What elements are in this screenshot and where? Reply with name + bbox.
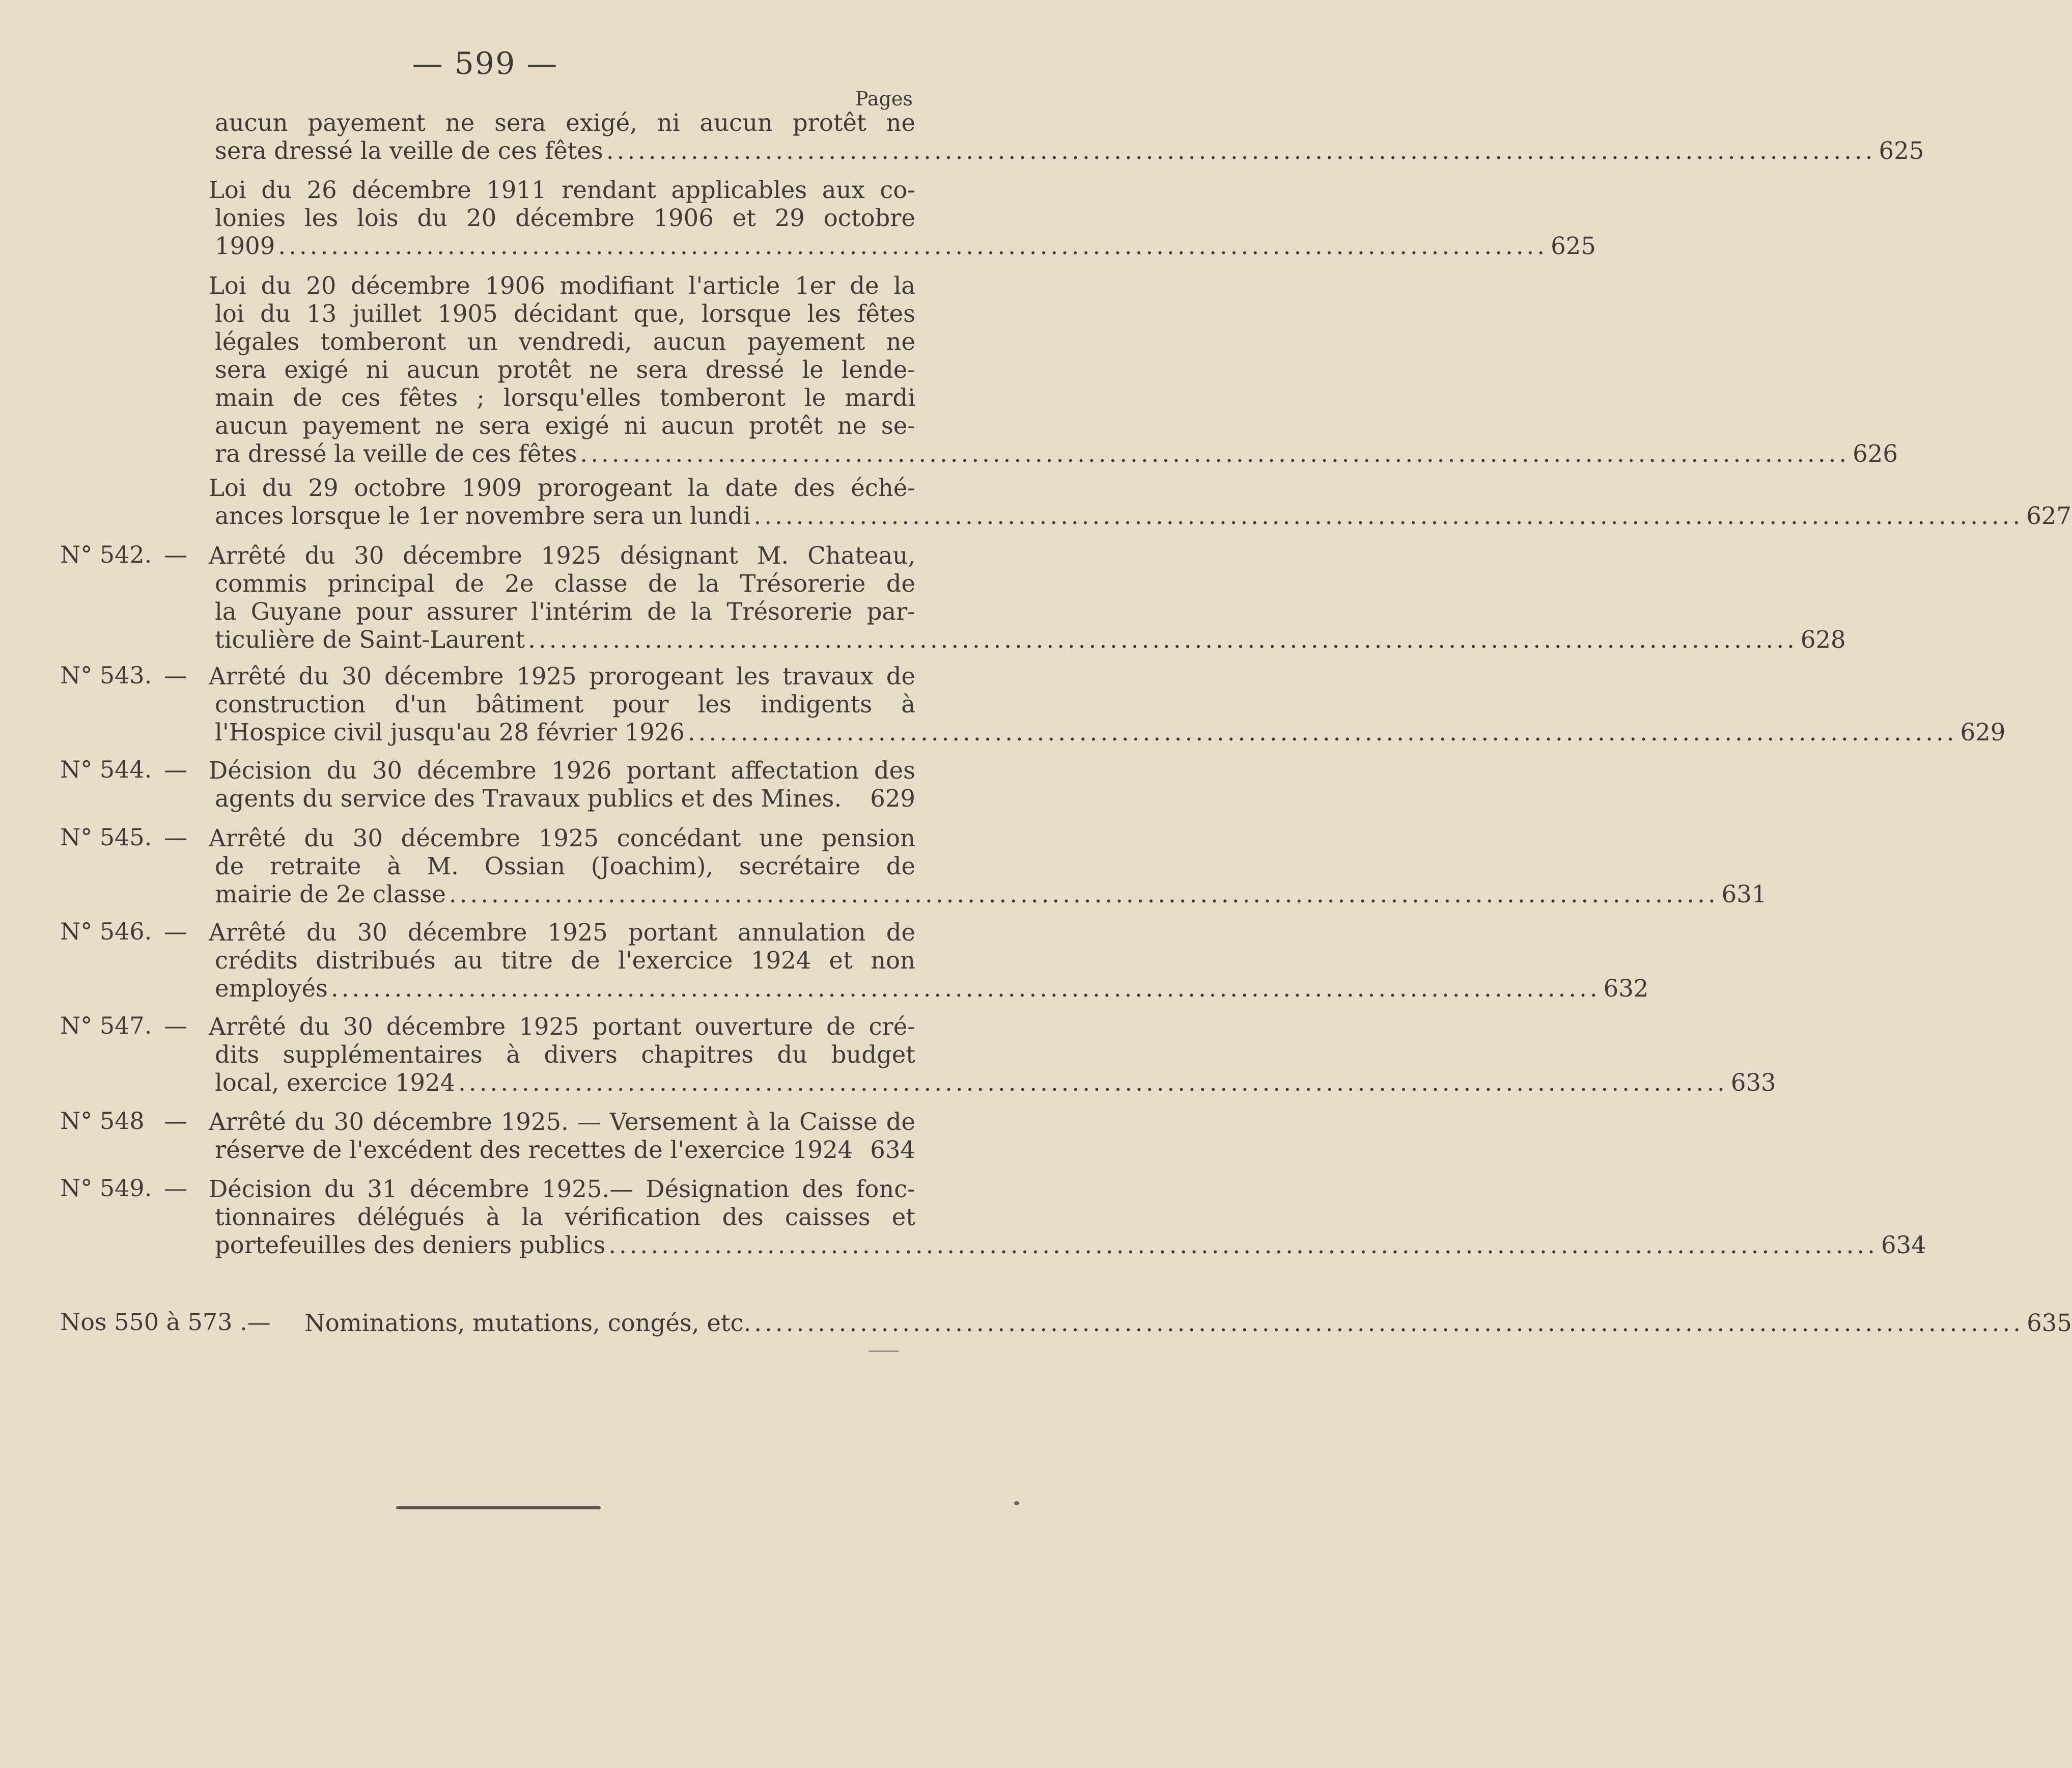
entry-text: Arrêté du 30 décembre 1925 désignant M. Chateau,	[209, 542, 915, 569]
entry-text: ticulière de Saint-Laurent	[215, 626, 525, 653]
toc-line	[215, 719, 2006, 746]
dot-leader: ........................................................................................................................	[458, 1069, 1728, 1096]
entry-text: Arrêté du 30 décembre 1925 portant ouverture de cré-	[209, 1013, 915, 1040]
entry-text: Loi du 26 décembre 1911 rendant applicables aux co-	[209, 176, 915, 204]
dot-leader: ........................................................................................................................	[754, 1309, 2024, 1337]
dot-leader: ........................................................................................................................	[528, 626, 1798, 653]
toc-line	[215, 502, 2071, 530]
entry-number: Nos 550 à 573 .—	[60, 1308, 271, 1336]
entry-text: Arrêté du 30 décembre 1925 prorogeant les travaux de	[209, 662, 915, 690]
entry-dash: —	[164, 756, 187, 783]
dot-leader: ........................................................................................................................	[608, 1231, 1878, 1259]
dot-leader: ........................................................................................................................	[278, 232, 1548, 260]
toc-line	[215, 232, 1596, 260]
entry-text: aucun payement ne sera exigé, ni aucun protêt ne	[215, 109, 915, 136]
entry-text: Décision du 30 décembre 1926 portant affectation des	[209, 757, 915, 784]
dot-leader	[842, 787, 870, 811]
speck	[869, 1350, 899, 1352]
toc-line	[215, 1069, 1776, 1096]
entry-text: Nominations, mutations, congés, etc.	[304, 1309, 751, 1337]
toc-line	[215, 880, 1767, 908]
toc-line	[215, 1231, 1926, 1259]
entry-number: N° 542.	[60, 541, 152, 568]
entry-dash: —	[164, 1174, 187, 1202]
entry-text: Décision du 31 décembre 1925.— Désignation des fonc-	[209, 1175, 915, 1203]
toc-line	[215, 1138, 915, 1162]
page-ref: 632	[1603, 975, 1649, 1002]
page-ref: 633	[1730, 1069, 1776, 1096]
page-ref: 629	[870, 785, 915, 812]
entry-text: légales tomberont un vendredi, aucun payement ne	[215, 328, 915, 355]
entry-text: dits supplémentaires à divers chapitres du budget	[215, 1041, 915, 1068]
entry-text: loi du 13 juillet 1905 décidant que, lorsque les fêtes	[215, 300, 915, 327]
speck	[1014, 1501, 1019, 1505]
page-number: — 599 —	[412, 46, 558, 81]
dot-leader: ........................................................................................................................	[687, 719, 1957, 746]
page-ref: 629	[1960, 719, 2006, 746]
entry-text: agents du service des Travaux publics et des Mines.	[215, 785, 842, 812]
entry-text: la Guyane pour assurer l'intérim de la Trésorerie par-	[215, 598, 915, 625]
entry-number: N° 544.	[60, 756, 152, 783]
entry-number: N° 548	[60, 1107, 145, 1135]
entry-text: Loi du 29 octobre 1909 prorogeant la date des éché-	[209, 474, 915, 502]
entry-text: mairie de 2e classe	[215, 880, 446, 908]
dot-leader: ........................................................................................................................	[449, 880, 1719, 908]
entry-text: construction d'un bâtiment pour les indigents à	[215, 690, 915, 718]
entry-dash: —	[164, 541, 187, 568]
entry-text: Arrêté du 30 décembre 1925 portant annulation de	[209, 919, 915, 946]
entry-text: réserve de l'excédent des recettes de l'exercice 1924	[215, 1136, 853, 1164]
page-ref: 634	[1881, 1231, 1926, 1259]
toc-line	[215, 137, 1924, 164]
entry-text: Arrêté du 30 décembre 1925. — Versement à la Caisse de	[209, 1108, 915, 1136]
entry-text: sera dressé la veille de ces fêtes	[215, 137, 603, 164]
page-ref: 625	[1879, 137, 1924, 164]
entry-dash: —	[164, 823, 187, 851]
entry-text: Loi du 20 décembre 1906 modifiant l'article 1er de la	[209, 272, 915, 299]
entry-text: Arrêté du 30 décembre 1925 concédant une pension	[209, 824, 915, 852]
entry-text: 1909	[215, 232, 275, 260]
entry-number: N° 543.	[60, 661, 152, 689]
page-ref: 626	[1853, 440, 1898, 467]
entry-text: ances lorsque le 1er novembre sera un lundi	[215, 502, 751, 530]
entry-text: local, exercice 1924	[215, 1069, 456, 1096]
entry-number: N° 545.	[60, 823, 152, 851]
entry-number: N° 546.	[60, 918, 152, 945]
entry-dash: —	[164, 1012, 187, 1039]
entry-text: sera exigé ni aucun protêt ne sera dressé le lende-	[215, 356, 915, 383]
entry-text: tionnaires délégués à la vérification des caisses et	[215, 1203, 915, 1231]
page-ref: 634	[870, 1136, 915, 1164]
dot-leader: ........................................................................................................................	[580, 440, 1850, 467]
entry-text: ra dressé la veille de ces fêtes	[215, 440, 577, 467]
toc-line	[304, 1309, 2072, 1337]
entry-dash: —	[164, 1107, 187, 1135]
toc-line	[215, 975, 1649, 1002]
entry-number: N° 549.	[60, 1174, 152, 1202]
entry-dash: —	[164, 918, 187, 945]
page-ref: 635	[2027, 1309, 2072, 1337]
dot-leader	[853, 1138, 870, 1162]
entry-text: aucun payement ne sera exigé ni aucun protêt ne se-	[215, 412, 915, 439]
page-ref: 625	[1551, 232, 1596, 260]
entry-text: crédits distribués au titre de l'exercice 1924 et non	[215, 947, 915, 974]
pages-column-label: Pages	[855, 88, 913, 110]
dot-leader: ........................................................................................................................	[330, 975, 1601, 1002]
entry-text: lonies les lois du 20 décembre 1906 et 29 octobre	[215, 204, 915, 232]
entry-text: de retraite à M. Ossian (Joachim), secrétaire de	[215, 852, 915, 880]
entry-text: commis principal de 2e classe de la Trésorerie de	[215, 570, 915, 597]
entry-text: portefeuilles des deniers publics	[215, 1231, 606, 1259]
entry-number: N° 547.	[60, 1012, 152, 1039]
page-ref: 627	[2026, 502, 2071, 530]
entry-text: l'Hospice civil jusqu'au 28 février 1926	[215, 719, 685, 746]
page-ref: 628	[1800, 626, 1846, 653]
dot-leader: ........................................................................................................................	[753, 502, 2024, 530]
entry-text: main de ces fêtes ; lorsqu'elles tomberont le mardi	[215, 384, 915, 411]
closing-rule	[396, 1506, 601, 1509]
entry-text: employés	[215, 975, 328, 1002]
entry-dash: —	[164, 661, 187, 689]
toc-line	[215, 626, 1846, 653]
toc-line	[215, 787, 915, 811]
toc-line	[215, 440, 1898, 467]
dot-leader: ........................................................................................................................	[606, 137, 1876, 164]
page-ref: 631	[1721, 880, 1767, 908]
